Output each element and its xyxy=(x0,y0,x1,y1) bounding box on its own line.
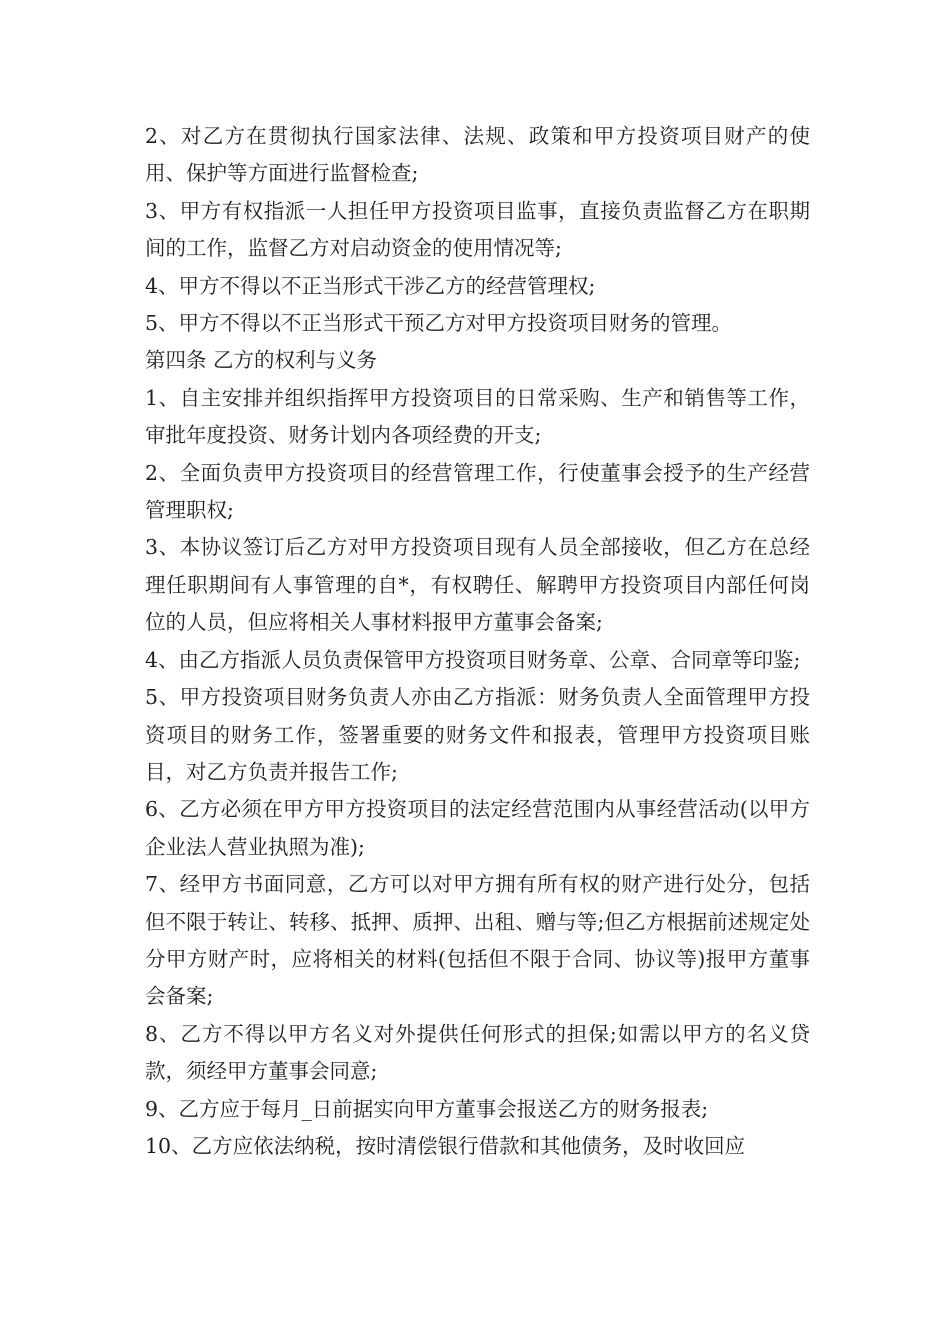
paragraph-party-b-6: 6、乙方必须在甲方甲方投资项目的法定经营范围内从事经营活动(以甲方企业法人营业执照为准); xyxy=(145,797,810,859)
paragraph-party-b-9: 9、乙方应于每月_日前据实向甲方董事会报送乙方的财务报表; xyxy=(145,1096,709,1121)
paragraph-clause-5-no-interference-finance: 5、甲方不得以不正当形式干预乙方对甲方投资项目财务的管理。 xyxy=(145,311,733,336)
paragraph-party-b-10: 10、乙方应依法纳税，按时清偿银行借款和其他债务，及时收回应 xyxy=(145,1133,746,1158)
paragraph-party-b-5: 5、甲方投资项目财务负责人亦由乙方指派：财务负责人全面管理甲方投资项目的财务工作，签署重要的财务文件和报表，管理甲方投资项目账目，对乙方负责并报告工作; xyxy=(145,685,810,784)
section-heading-article-4: 第四条 乙方的权利与义务 xyxy=(145,348,378,373)
paragraph-party-b-4: 4、由乙方指派人员负责保管甲方投资项目财务章、公章、合同章等印鉴; xyxy=(145,647,801,672)
paragraph-clause-4-no-interference: 4、甲方不得以不正当形式干涉乙方的经营管理权; xyxy=(145,273,596,298)
paragraph-clause-2-supervision: 2、对乙方在贯彻执行国家法律、法规、政策和甲方投资项目财产的使用、保护等方面进行监督检查; xyxy=(145,124,810,186)
paragraph-party-b-8: 8、乙方不得以甲方名义对外提供任何形式的担保;如需以甲方的名义贷款，须经甲方董事会同意; xyxy=(145,1021,810,1084)
paragraph-party-b-1: 1、自主安排并组织指挥甲方投资项目的日常采购、生产和销售等工作，审批年度投资、财务计划内各项经费的开支; xyxy=(145,385,810,448)
paragraph-party-b-7: 7、经甲方书面同意，乙方可以对甲方拥有所有权的财产进行处分，包括但不限于转让、转移、抵押、质押、出租、赠与等;但乙方根据前述规定处分甲方财产时，应将相关的材料(包括但不限于合同、协议等)报甲方董事会备案; xyxy=(145,872,810,1009)
paragraph-clause-3-supervisor: 3、甲方有权指派一人担任甲方投资项目监事，直接负责监督乙方在职期间的工作，监督乙方对启动资金的使用情况等; xyxy=(145,198,810,261)
paragraph-party-b-3: 3、本协议签订后乙方对甲方投资项目现有人员全部接收，但乙方在总经理任职期间有人事管理的自*，有权聘任、解聘甲方投资项目内部任何岗位的人员，但应将相关人事材料报甲方董事会备案; xyxy=(145,535,810,635)
paragraph-party-b-2: 2、全面负责甲方投资项目的经营管理工作，行使董事会授予的生产经营管理职权; xyxy=(145,460,810,523)
document-page xyxy=(145,118,810,1165)
